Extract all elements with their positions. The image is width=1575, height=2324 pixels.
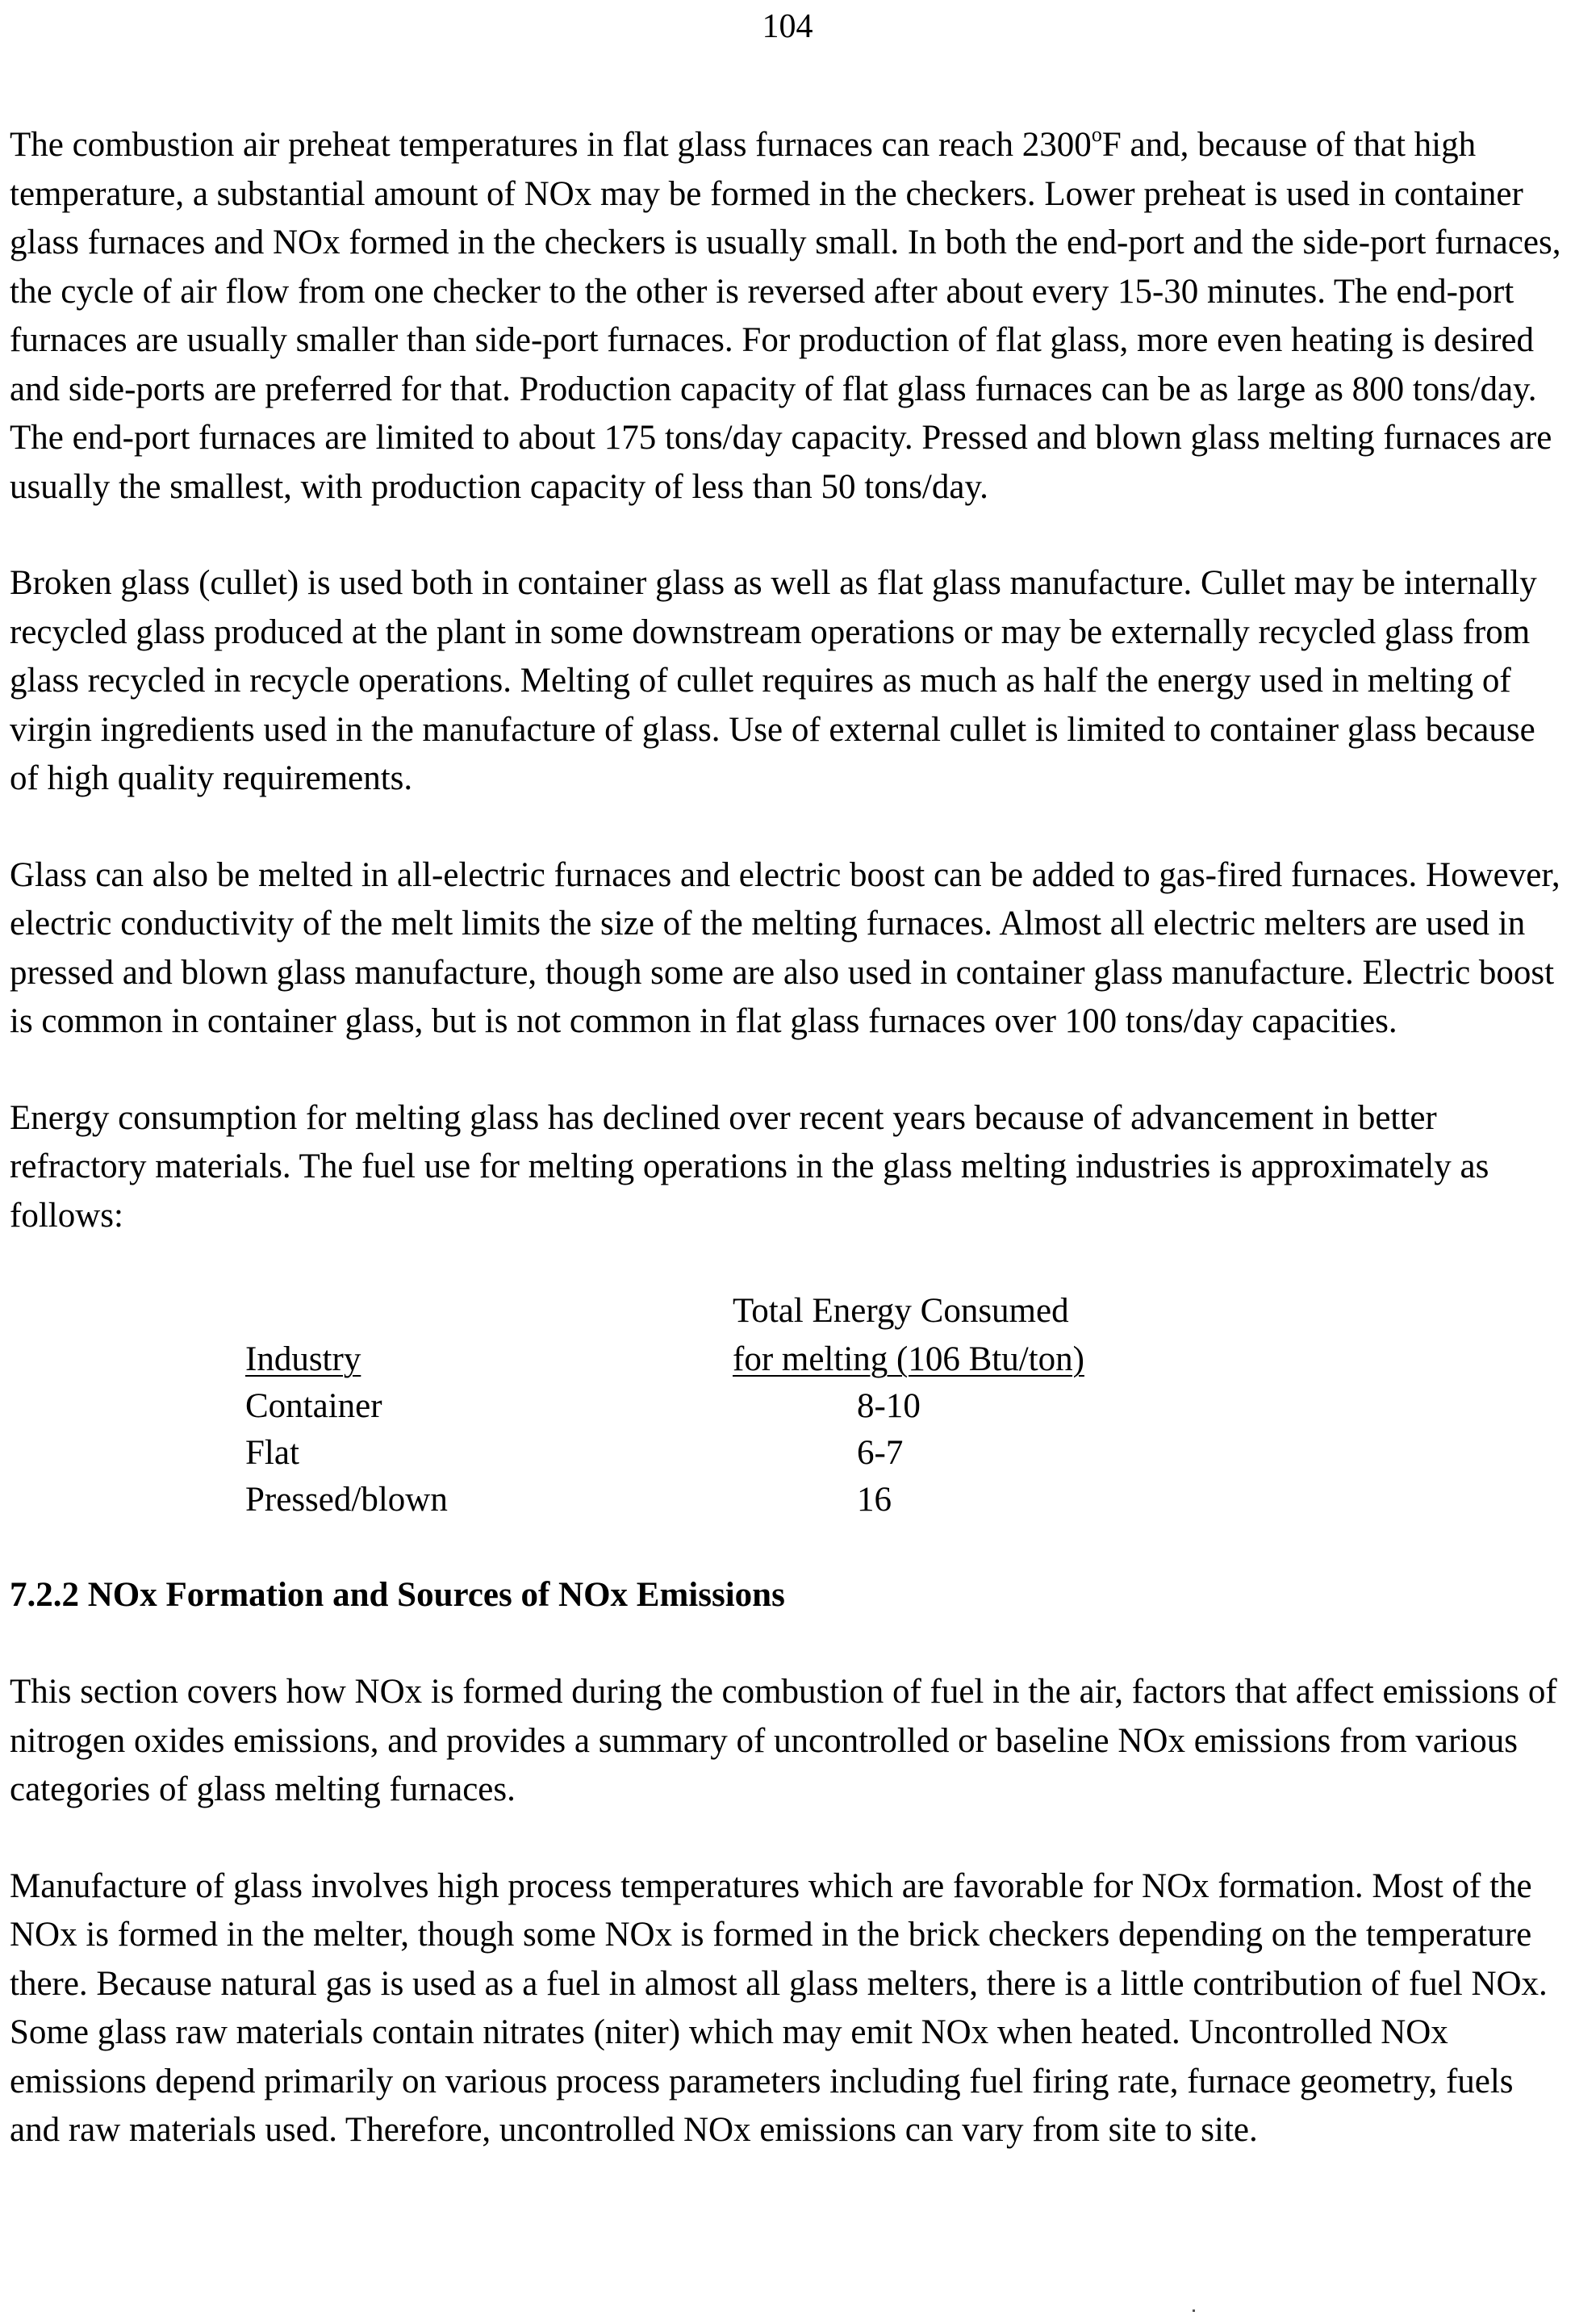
page-number: 104 [762,8,813,45]
table-cell-industry: Flat [245,1434,299,1472]
paragraph-nox-formation: Manufacture of glass involves high process temperatures which are favorable for NOx formation. Most of the NOx is formed in the melter, though some NOx is formed in the brick checkers depending on the temperature there. Because natural gas is used as a fuel in almost all glass melters, there is a little contribution of fuel NOx. Some glass raw materials contain nitrates (niter) which may emit NOx when heated. Uncontrolled NOx emissions depend primarily on various process parameters including fuel firing rate, furnace geometry, fuels and raw materials used. Therefore, uncontrolled NOx emissions can vary from site to site. [10,1866,1548,2149]
paragraph-preheat-text-b: F and, because of that high temperature, a substantial amount of NOx may be formed in the checkers. Lower preheat is used in container glass furnaces and NOx formed in the checkers is usually small. In both the end-port and the side-port furnaces, the cycle of air flow from one checker to the other is reversed after about every 15-30 minutes. The end-port furnaces are usually smaller than side-port furnaces. For production of flat glass, more even heating is desired and side-ports are preferred for that. Production capacity of flat glass furnaces can be as large as 800 tons/day. The end-port furnaces are limited to about 175 tons/day capacity. Pressed and blown glass melting furnaces are usually the smallest, with production capacity of less than 50 tons/day. [10,126,1561,506]
page-content [10,121,1565,2203]
energy-table [10,1287,1565,1521]
table-header-industry: Industry [245,1340,361,1378]
paragraph-cullet: Broken glass (cullet) is used both in container glass as well as flat glass manufacture. Cullet may be internally recycled glass produced at the plant in some downstream operations or may be externally recycled glass from glass recycled in recycle operations. Melting of cullet requires as much as half the energy used in melting of virgin ingredients used in the manufacture of glass. Use of external cullet is limited to container glass because of high quality requirements. [10,564,1537,797]
paragraph-preheat [10,121,1565,512]
degree-symbol: o [1091,123,1102,146]
table-header-energy-line2: for melting (106 Btu/ton) [733,1340,1084,1378]
table-cell-value: 8-10 [857,1387,921,1425]
paragraph-section-overview: This section covers how NOx is formed during the combustion of fuel in the air, factors that affect emissions of nitrogen oxides emissions, and provides a summary of uncontrolled or baseline NOx emissions from various categories of glass melting furnaces. [10,1673,1557,1808]
paragraph-electric: Glass can also be melted in all-electric furnaces and electric boost can be added to gas-fired furnaces. However, electric conductivity of the melt limits the size of the melting furnaces. Almost all electric melters are used in pressed and blown glass manufacture, though some are also used in container glass manufacture. Electric boost is common in container glass, but is not common in flat glass furnaces over 100 tons/day capacities. [10,855,1560,1040]
paragraph-preheat-text-a: The combustion air preheat temperatures in flat glass furnaces can reach 2300 [10,126,1092,164]
table-cell-industry: Pressed/blown [245,1481,448,1519]
section-heading: 7.2.2 NOx Formation and Sources of NOx Emissions [10,1576,785,1614]
paragraph-energy: Energy consumption for melting glass has declined over recent years because of advancement in better refractory materials. The fuel use for melting operations in the glass melting industries is approximately as follows: [10,1098,1489,1235]
table-cell-industry: Container [245,1387,382,1425]
scan-speck [1193,2309,1195,2312]
table-cell-value: 16 [857,1481,892,1519]
table-cell-value: 6-7 [857,1434,904,1472]
table-header-energy-line1: Total Energy Consumed [733,1292,1069,1330]
